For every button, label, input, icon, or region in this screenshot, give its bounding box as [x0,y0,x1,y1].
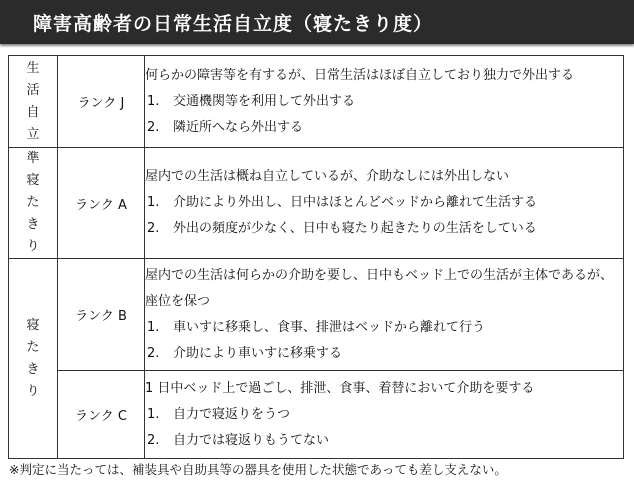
list-item [145,89,623,115]
item-number: 2. [147,221,160,236]
table-row [9,371,624,459]
item-number: 1. [147,93,160,109]
item-number: 2. [147,432,160,448]
independence-table [8,55,624,459]
title-bar [0,0,634,44]
item-number: 2. [147,119,160,135]
table-row [9,148,624,259]
rank-label: ランク B [58,259,145,371]
list-item [145,115,623,141]
rank-description: 1 日中ベッド上で過ごし、排泄、食事、着替において介助を要する [145,380,535,396]
list-item [145,190,623,216]
item-number: 1. [147,319,160,335]
item-text: 介助により外出し、日中はほとんどベッドから離れて生活する [173,195,538,210]
item-text: 外出の頻度が少なく、日中も寝たり起きたりの生活をしている [173,221,537,236]
rank-description: 何らかの障害等を有するが、日常生活はほぼ自立しており独力で外出する [145,67,575,83]
rank-description-cell [145,148,624,259]
item-number: 2. [147,345,160,361]
rank-label: ランク C [58,371,145,459]
list-item [145,216,623,242]
list-item [145,428,623,454]
rank-description-cell [145,371,624,459]
item-text: 交通機関等を利用して外出する [173,93,356,109]
list-item [145,402,623,428]
rank-label: ランク J [58,56,145,148]
page-title: 障害高齢者の日常生活自立度（寝たきり度） [33,13,434,35]
list-item [145,341,623,367]
item-text: 車いすに移乗し、食事、排泄はベッドから離れて行う [173,319,486,335]
footnote: ※判定に当たっては、補装具や自助具等の器具を使用した状態であっても差し支えない。 [9,462,507,477]
category-cell [9,259,58,459]
item-number: 1. [147,406,160,422]
rank-description: 屋内での生活は何らかの介助を要し、日中もベッド上での生活が主体であるが、座位を保つ [145,267,614,309]
rank-description-cell [145,56,624,148]
list-item [145,315,623,341]
item-text: 隣近所へなら外出する [173,119,304,135]
rank-description-cell [145,259,624,371]
table-row [9,259,624,371]
item-number: 1. [147,195,160,210]
item-text: 自力では寝返りもうてない [173,432,330,448]
item-text: 介助により車いすに移乗する [173,345,343,361]
category-cell [9,56,58,148]
category-label: 準寝たきり [26,151,40,254]
category-cell [9,148,58,259]
category-label: 寝たきり [26,317,40,399]
item-text: 自力で寝返りをうつ [173,406,291,422]
table-row [9,56,624,148]
category-label: 生活自立 [26,60,40,142]
rank-label: ランク A [58,148,145,259]
rank-description: 屋内での生活は概ね自立しているが、介助なしには外出しない [145,169,510,184]
